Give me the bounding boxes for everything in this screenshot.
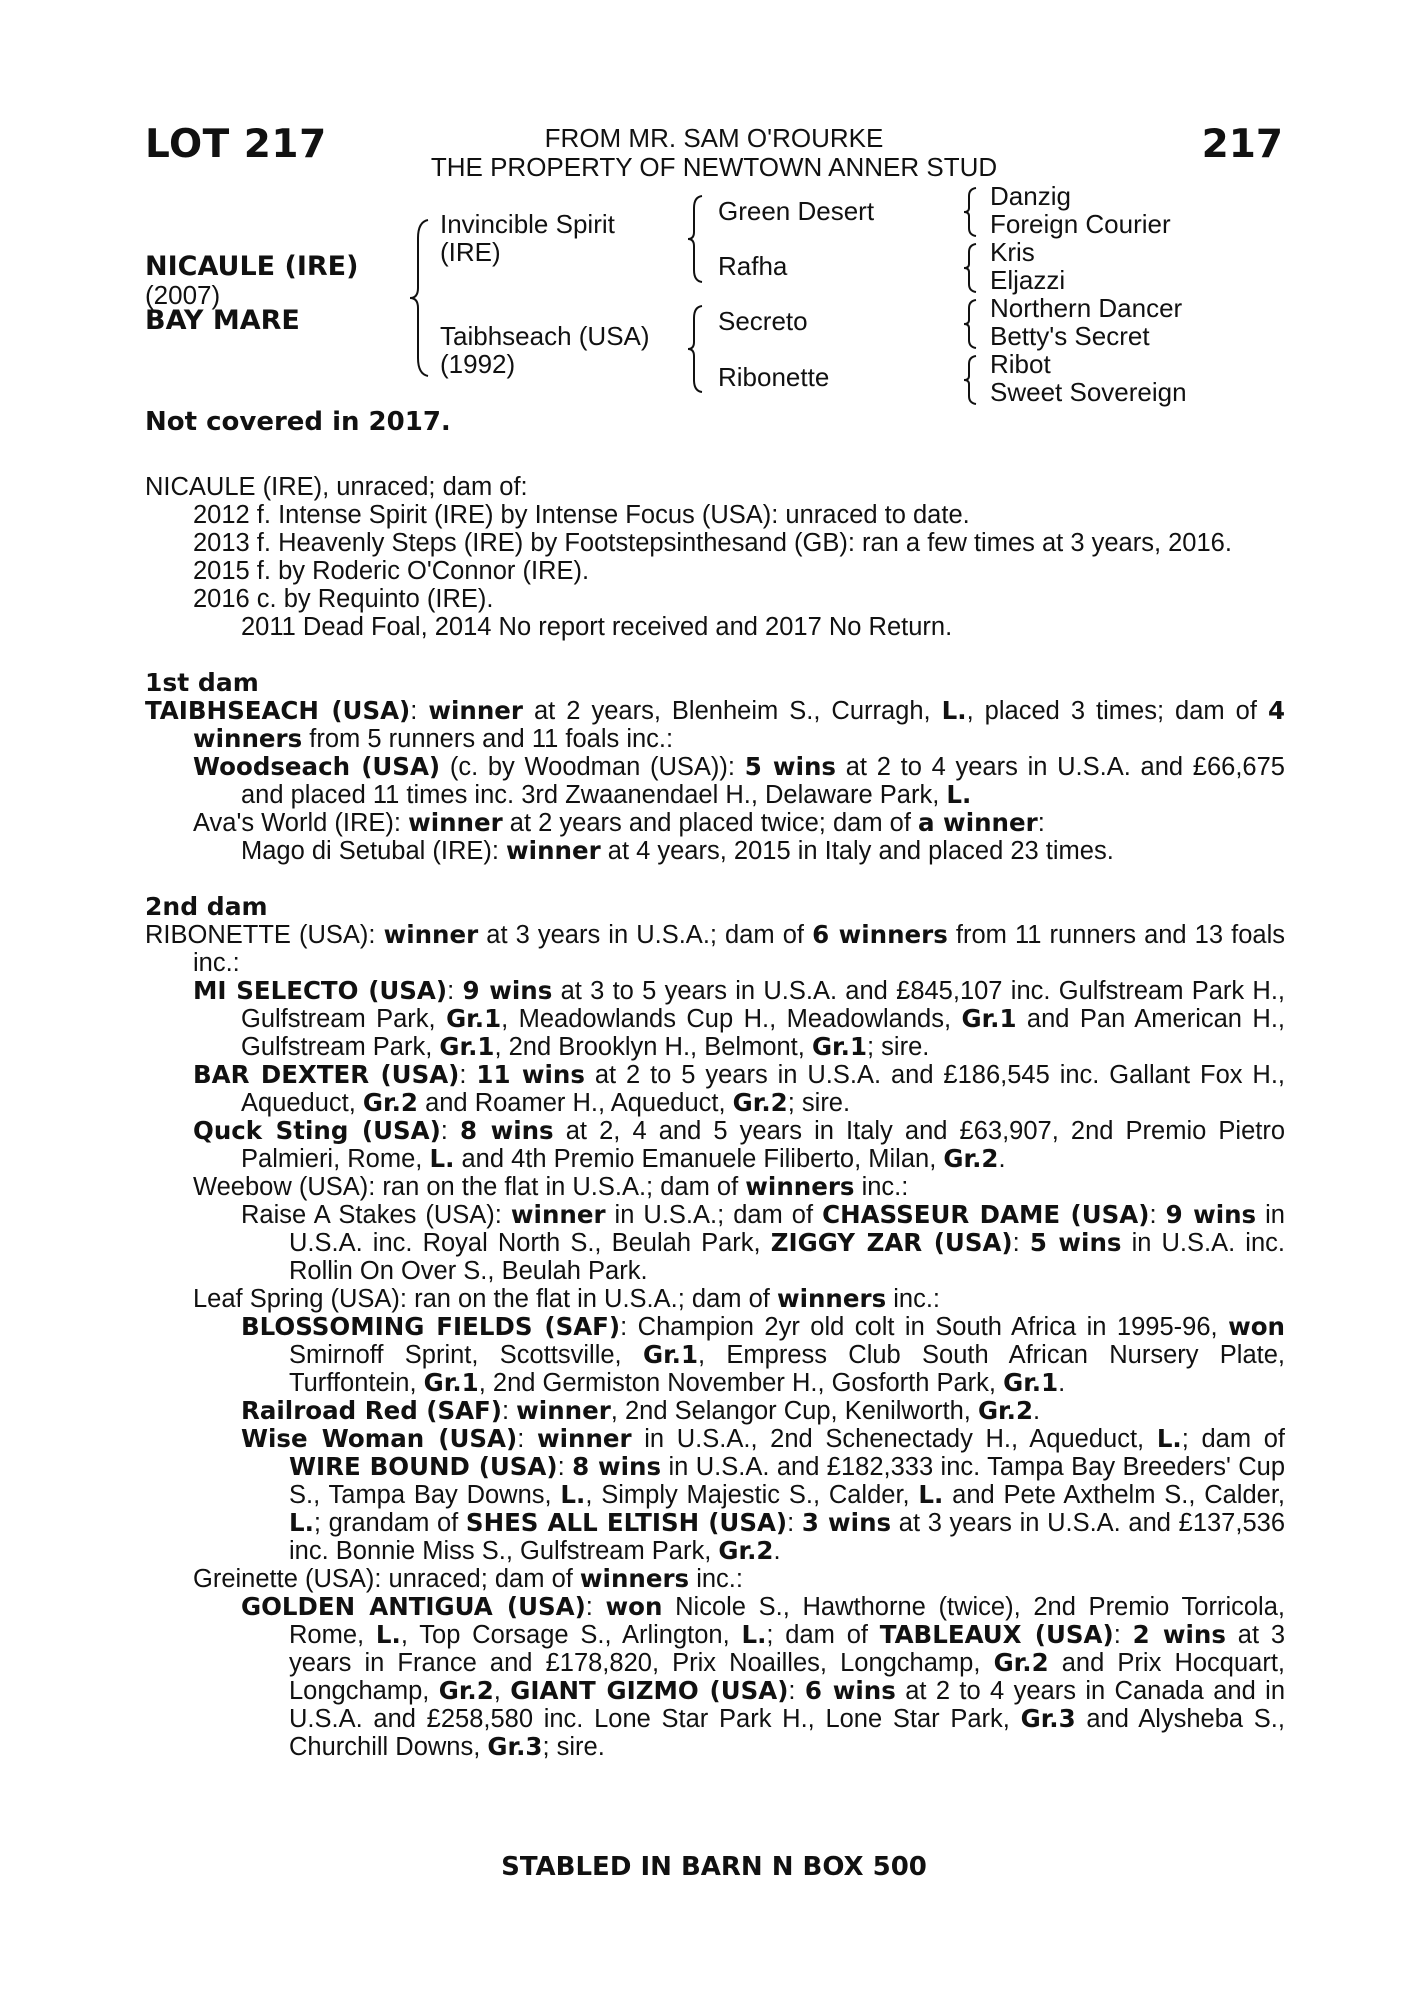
second-dam-heading: 2nd dam [145, 892, 268, 921]
progeny-raise-a-stakes: Raise A Stakes (USA): winner in U.S.A.; dam of CHASSEUR DAME (USA): 9 wins in U.S.A. inc. Royal North S., Beulah Park, ZIGGY ZAR (USA): 5 wins in U.S.A. inc. Rollin On Over S., Beulah Park. [241, 1200, 1285, 1285]
pedigree-brace-g4 [962, 354, 980, 406]
first-dam-entry: TAIBHSEACH (USA): winner at 2 years, Blenheim S., Curragh, L., placed 3 times; dam of 4 winners from 5 runners and 11 foals inc.: [145, 696, 1285, 753]
progeny-golden-antigua: GOLDEN ANTIGUA (USA): won Nicole S., Hawthorne (twice), 2nd Premio Torricola, Rome, L., Top Corsage S., Arlington, L.; dam of TABLEAUX (USA): 2 wins at 3 years in France and £178,820, Prix Noailles, Longchamp, Gr.2 and Prix Hocquart, Longchamp, Gr.2, GIANT GIZMO (USA): 6 wins at 2 to 4 years in Canada and in U.S.A. and £258,580 inc. Lone Star Park H., Lone Star Park, Gr.3 and Alysheba S., Churchill Downs, Gr.3; sire. [241, 1592, 1286, 1761]
produce-intro: NICAULE (IRE), unraced; dam of: [145, 473, 528, 501]
horse-year: (2007) [145, 280, 221, 310]
horse-sex: BAY MARE [145, 305, 300, 336]
pedigree-g3-4: Eljazzi [990, 265, 1066, 295]
produce-note: 2011 Dead Foal, 2014 No report received and 2017 No Return. [241, 613, 953, 641]
pedigree-g3-8: Sweet Sovereign [990, 377, 1187, 407]
pedigree-g3-1: Danzig [990, 181, 1071, 211]
pedigree-sire-sire: Green Desert [718, 196, 875, 226]
progeny-quck-sting: Quck Sting (USA): 8 wins at 2, 4 and 5 years in Italy and £63,907, 2nd Premio Pietro Palmieri, Rome, L. and 4th Premio Emanuele Filiberto, Milan, Gr.2. [193, 1116, 1286, 1173]
progeny-weebow: Weebow (USA): ran on the flat in U.S.A.; dam of winners inc.: [193, 1172, 909, 1201]
pedigree-sire-dam: Rafha [718, 251, 788, 281]
pedigree-g3-2: Foreign Courier [990, 209, 1171, 239]
pedigree-brace-g3 [962, 298, 980, 350]
produce-foal: 2012 f. Intense Spirit (IRE) by Intense Focus (USA): unraced to date. [193, 501, 970, 529]
pedigree-g3-3: Kris [990, 237, 1035, 267]
lot-number: 217 [1201, 122, 1283, 167]
first-dam-name: TAIBHSEACH (USA) [145, 696, 411, 725]
second-dam-entry: RIBONETTE (USA): winner at 3 years in U.S.A.; dam of 6 winners from 11 runners and 13 foals inc.: [145, 920, 1285, 977]
progeny-wise-woman: Wise Woman (USA): winner in U.S.A., 2nd Schenectady H., Aqueduct, L.; dam of WIRE BOUND (USA): 8 wins in U.S.A. and £182,333 inc. Tampa Bay Breeders' Cup S., Tampa Bay Downs, L., Simply Majestic S., Calder, L. and Pete Axthelm S., Calder, L.; grandam of SHES ALL ELTISH (USA): 3 wins at 3 years in U.S.A. and £137,536 inc. Bonnie Miss S., Gulfstream Park, Gr.2. [241, 1424, 1286, 1565]
horse-name: NICAULE (IRE) [145, 251, 359, 282]
progeny-bar-dexter: BAR DEXTER (USA): 11 wins at 2 to 5 years in U.S.A. and £186,545 inc. Gallant Fox H., Aqueduct, Gr.2 and Roamer H., Aqueduct, Gr.2; sire. [193, 1060, 1285, 1117]
pedigree-brace-dam [686, 304, 706, 394]
progeny-greinette: Greinette (USA): unraced; dam of winners inc.: [193, 1564, 743, 1593]
property-line: THE PROPERTY OF NEWTOWN ANNER STUD [430, 152, 998, 182]
progeny-mago-di-setubal: Mago di Setubal (IRE): winner at 4 years, 2015 in Italy and placed 23 times. [241, 836, 1114, 865]
pedigree-dam-dam: Ribonette [718, 362, 830, 392]
pedigree-dam: Taibhseach (USA) [440, 321, 650, 351]
progeny-blossoming-fields: BLOSSOMING FIELDS (SAF): Champion 2yr old colt in South Africa in 1995-96, won Smirnoff Sprint, Scottsville, Gr.1, Empress Club South African Nursery Plate, Turffontein, Gr.1, 2nd Germiston November H., Gosforth Park, Gr.1. [241, 1312, 1285, 1397]
progeny-railroad-red: Railroad Red (SAF): winner, 2nd Selangor Cup, Kenilworth, Gr.2. [241, 1396, 1041, 1425]
produce-foal: 2013 f. Heavenly Steps (IRE) by Footstepsinthesand (GB): ran a few times at 3 years, 2016. [193, 529, 1232, 557]
pedigree-brace-main [408, 218, 432, 378]
pedigree-brace-g1 [962, 186, 980, 238]
progeny-woodseach: Woodseach (USA) (c. by Woodman (USA)): 5 wins at 2 to 4 years in U.S.A. and £66,675 and placed 11 times inc. 3rd Zwaanendael H., Delaware Park, L. [193, 752, 1285, 809]
pedigree-g3-7: Ribot [990, 349, 1051, 379]
produce-foal: 2016 c. by Requinto (IRE). [193, 585, 494, 613]
pedigree-sire-country: (IRE) [440, 237, 501, 267]
progeny-avas-world: Ava's World (IRE): winner at 2 years and placed twice; dam of a winner: [193, 808, 1045, 837]
pedigree-g3-5: Northern Dancer [990, 293, 1183, 323]
pedigree-dam-year: (1992) [440, 349, 516, 379]
consignor-line: FROM MR. SAM O'ROURKE [544, 123, 884, 153]
progeny-leaf-spring: Leaf Spring (USA): ran on the flat in U.S.A.; dam of winners inc.: [193, 1284, 941, 1313]
pedigree-g3-6: Betty's Secret [990, 321, 1150, 351]
progeny-mi-selecto: MI SELECTO (USA): 9 wins at 3 to 5 years in U.S.A. and £845,107 inc. Gulfstream Park H., Gulfstream Park, Gr.1, Meadowlands Cup H., Meadowlands, Gr.1 and Pan American H., Gulfstream Park, Gr.1, 2nd Brooklyn H., Belmont, Gr.1; sire. [193, 976, 1286, 1061]
pedigree-brace-g2 [962, 242, 980, 294]
stabling-info: STABLED IN BARN N BOX 500 [501, 1852, 927, 1882]
lot-title: LOT 217 [145, 122, 327, 167]
first-dam-heading: 1st dam [145, 668, 259, 697]
pedigree-brace-sire [686, 194, 706, 284]
catalogue-body [145, 473, 1285, 1761]
pedigree-dam-sire: Secreto [718, 306, 808, 336]
pedigree-sire: Invincible Spirit [440, 209, 615, 239]
covering-status: Not covered in 2017. [145, 407, 451, 437]
produce-foal: 2015 f. by Roderic O'Connor (IRE). [193, 557, 590, 585]
